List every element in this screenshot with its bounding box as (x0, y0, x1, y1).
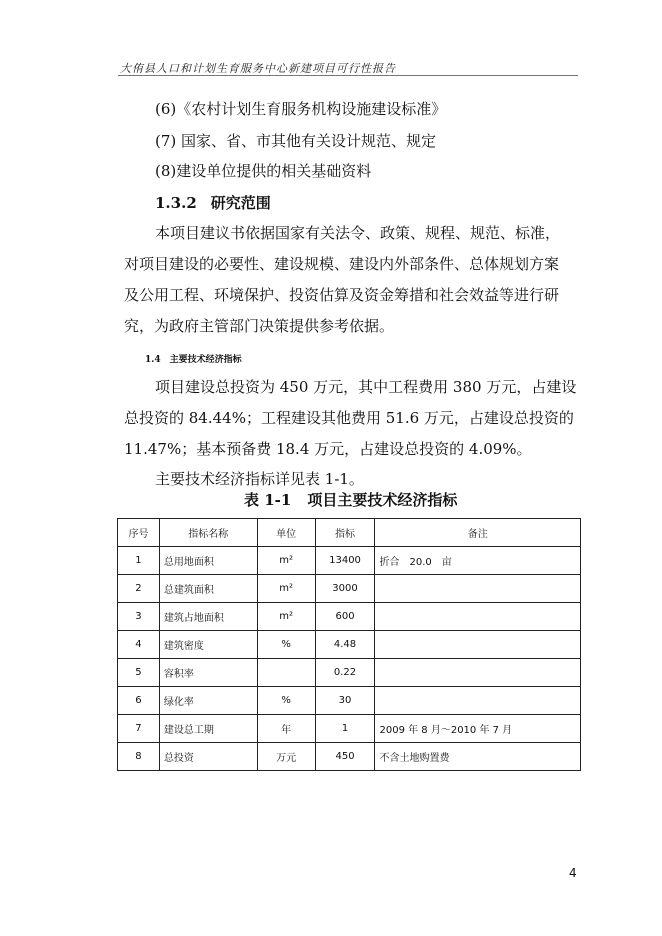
table-row (118, 603, 581, 631)
cell-note (375, 687, 581, 715)
cell-name: 建筑密度 (159, 631, 257, 659)
section-title: 研究范围 (210, 194, 271, 212)
indicator-paragraph-line: 主要技术经济指标详见表 1-1。 (155, 470, 364, 488)
cell-name: 总建筑面积 (159, 575, 257, 603)
scope-paragraph-line: 究，为政府主管部门决策提供参考依据。 (124, 317, 395, 335)
indicator-paragraph-line: 项目建设总投资为 450 万元，其中工程费用 380 万元，占建设 (155, 378, 577, 396)
cell-name: 绿化率 (159, 687, 257, 715)
cell-no: 6 (118, 687, 160, 715)
cell-no: 4 (118, 631, 160, 659)
cell-no: 8 (118, 743, 160, 771)
cell-note (375, 603, 581, 631)
cell-no: 1 (118, 547, 160, 575)
cell-unit: m² (257, 547, 315, 575)
cell-unit (257, 659, 315, 687)
cell-unit: 年 (257, 715, 315, 743)
cell-value: 450 (315, 743, 375, 771)
cell-note (375, 631, 581, 659)
cell-unit: % (257, 631, 315, 659)
scope-paragraph-line: 本项目建议书依据国家有关法令、政策、规程、规范、标准， (155, 224, 561, 242)
table-row (118, 659, 581, 687)
header-unit: 单位 (257, 519, 315, 547)
header-rule (118, 75, 578, 76)
table-header-row (118, 519, 581, 547)
cell-name: 总用地面积 (159, 547, 257, 575)
table-row (118, 743, 581, 771)
header-no: 序号 (118, 519, 160, 547)
section-number: 1.3.2 (155, 194, 197, 212)
cell-no: 7 (118, 715, 160, 743)
header-note: 备注 (375, 519, 581, 547)
header-name: 指标名称 (159, 519, 257, 547)
cell-note (375, 575, 581, 603)
table-row (118, 631, 581, 659)
cell-name: 建设总工期 (159, 715, 257, 743)
reference-item-6: (6)《农村计划生育服务机构设施建设标准》 (155, 100, 447, 118)
header-value: 指标 (315, 519, 375, 547)
cell-unit: m² (257, 603, 315, 631)
cell-name: 总投资 (159, 743, 257, 771)
cell-name: 建筑占地面积 (159, 603, 257, 631)
table-row (118, 687, 581, 715)
cell-unit: % (257, 687, 315, 715)
cell-value: 13400 (315, 547, 375, 575)
table-caption-number: 表 1-1 (244, 491, 292, 509)
indicator-table (117, 518, 581, 771)
cell-value: 4.48 (315, 631, 375, 659)
table-caption (244, 489, 457, 510)
cell-unit: 万元 (257, 743, 315, 771)
cell-value: 30 (315, 687, 375, 715)
cell-value: 3000 (315, 575, 375, 603)
cell-note: 不含土地购置费 (375, 743, 581, 771)
scope-paragraph-line: 对项目建设的必要性、建设规模、建设内外部条件、总体规划方案 (124, 255, 560, 273)
cell-unit: m² (257, 575, 315, 603)
cell-value: 1 (315, 715, 375, 743)
section-heading-1-4: 1.4 主要技术经济指标 (145, 355, 242, 365)
cell-name: 容积率 (159, 659, 257, 687)
cell-value: 0.22 (315, 659, 375, 687)
cell-note (375, 659, 581, 687)
cell-value: 600 (315, 603, 375, 631)
page-number: 4 (569, 866, 577, 880)
cell-no: 5 (118, 659, 160, 687)
cell-no: 3 (118, 603, 160, 631)
indicator-paragraph-line: 总投资的 84.44%；工程建设其他费用 51.6 万元，占建设总投资的 (124, 409, 574, 427)
cell-note: 折合 20.0 亩 (375, 547, 581, 575)
running-header: 大侑县人口和计划生育服务中心新建项目可行性报告 (120, 62, 396, 75)
table-row (118, 575, 581, 603)
table-row (118, 715, 581, 743)
cell-no: 2 (118, 575, 160, 603)
cell-note: 2009 年 8 月～2010 年 7 月 (375, 715, 581, 743)
table-row (118, 547, 581, 575)
indicator-paragraph-line: 11.47%；基本预备费 18.4 万元，占建设总投资的 4.09%。 (124, 440, 532, 458)
reference-item-7: (7) 国家、省、市其他有关设计规范、规定 (155, 132, 437, 150)
scope-paragraph-line: 及公用工程、环境保护、投资估算及资金筹措和社会效益等进行研 (124, 286, 560, 304)
table-caption-title: 项目主要技术经济指标 (307, 491, 458, 509)
reference-item-8: (8)建设单位提供的相关基础资料 (155, 162, 372, 180)
section-heading-1-3-2 (155, 192, 271, 213)
